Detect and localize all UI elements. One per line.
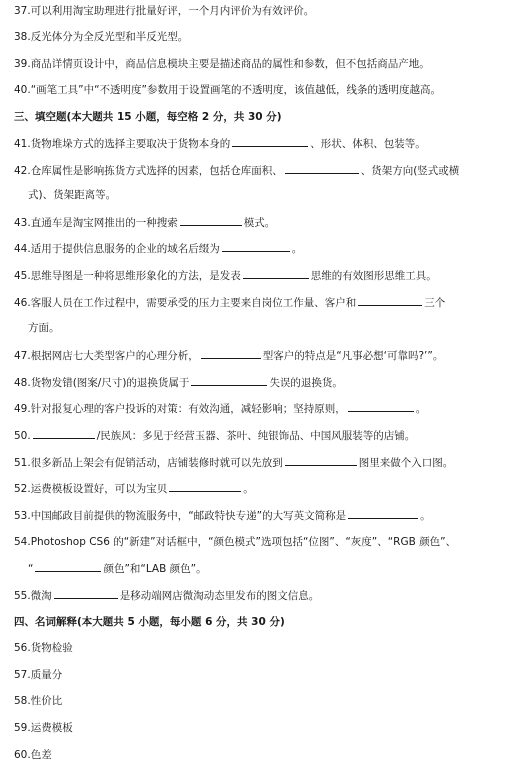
question-53 (14, 508, 510, 523)
answer-blank (222, 241, 290, 252)
question-42 (14, 163, 510, 178)
section-fill-in-heading: 三、填空题(本大题共 15 小题，每空格 2 分，共 30 分) (14, 111, 282, 123)
answer-blank (169, 481, 241, 492)
answer-blank (35, 561, 101, 572)
question-47 (14, 348, 510, 363)
question-44-text: 44.适用于提供信息服务的企业的域名后缀为 (14, 243, 220, 255)
question-41-text-end: 、形状、体积、包装等。 (310, 138, 426, 150)
answer-blank (33, 428, 95, 439)
question-48-text: 48.货物发错(图案/尺寸)的退换货属于 (14, 377, 190, 389)
question-57: 57.质量分 (14, 669, 63, 681)
question-49-text-end: 。 (415, 403, 427, 415)
question-49 (14, 401, 510, 416)
question-44 (14, 241, 510, 256)
question-51-text: 51.很多新品上架会有促销活动，店铺装修时就可以先放到 (14, 457, 283, 469)
question-50-text: 50. (14, 430, 31, 442)
question-56: 56.货物检验 (14, 642, 73, 654)
question-41-text: 41.货物堆垛方式的选择主要取决于货物本身的 (14, 138, 231, 150)
question-42-text: 42.仓库属性是影响拣货方式选择的因素，包括仓库面积、 (14, 165, 283, 177)
answer-blank (348, 508, 418, 519)
question-46-text-end: 三个 (424, 297, 446, 309)
question-52 (14, 481, 510, 496)
answer-blank (54, 588, 118, 599)
answer-blank (201, 348, 261, 359)
answer-blank (348, 401, 414, 412)
answer-blank (232, 136, 308, 147)
question-37: 37.可以利用淘宝助理进行批量好评，一个月内评价为有效评价。 (14, 5, 315, 17)
question-58: 58.性价比 (14, 695, 63, 707)
question-59: 59.运费模板 (14, 722, 73, 734)
answer-blank (358, 295, 422, 306)
question-47-text-end: 型客户的特点是“凡事必想‘可靠吗?’”。 (262, 350, 444, 362)
question-50-text-end: /民族风：多见于经营玉器、茶叶、纯银饰品、中国风服装等的店铺。 (96, 430, 416, 442)
question-43-text-end: 模式。 (243, 217, 276, 229)
question-48-text-end: 失误的退换货。 (269, 377, 343, 389)
question-46-continued: 方面。 (28, 322, 60, 334)
question-42-continued: 式)、货架距离等。 (28, 189, 117, 201)
question-45-text-end: 思维的有效图形思维工具。 (310, 270, 437, 282)
question-47-text: 47.根据网店七大类型客户的心理分析， (14, 350, 199, 362)
question-54: 54.Photoshop CS6 的“新建”对话框中，“颜色模式”选项包括“位图”、“灰度”、“RGB 颜色”、 (14, 536, 457, 548)
question-44-text-end: 。 (291, 243, 303, 255)
question-49-text: 49.针对报复心理的客户投诉的对策：有效沟通，减轻影响；坚持原则， (14, 403, 346, 415)
question-60: 60.色差 (14, 749, 52, 761)
question-55-text: 55.微淘 (14, 590, 52, 602)
answer-blank (285, 455, 357, 466)
question-42-text-end: 、货架方向(竖式或横 (360, 165, 460, 177)
question-43-text: 43.直通车是淘宝网推出的一种搜索 (14, 217, 178, 229)
question-40: 40.“画笔工具”中“不透明度”参数用于设置画笔的不透明度，该值越低，线条的透明度越高。 (14, 84, 441, 96)
question-46 (14, 295, 510, 310)
question-45 (14, 268, 510, 283)
answer-blank (191, 375, 267, 386)
question-45-text: 45.思维导图是一种将思维形象化的方法，是发表 (14, 270, 241, 282)
answer-blank (180, 215, 242, 226)
question-52-text-end: 。 (243, 483, 254, 495)
question-39: 39.商品详情页设计中，商品信息模块主要是描述商品的属性和参数，但不包括商品产地。 (14, 58, 430, 70)
question-55 (14, 588, 510, 603)
question-48 (14, 375, 510, 390)
question-46-text: 46.客服人员在工作过程中，需要承受的压力主要来自岗位工作量、客户和 (14, 297, 357, 309)
question-54-text-end: 颜色”和“LAB 颜色”。 (103, 563, 207, 575)
question-53-text-end: 。 (420, 510, 431, 522)
question-51-text-end: 图里来做个入口图。 (358, 457, 454, 469)
question-55-text-end: 是移动端网店微淘动态里发布的图文信息。 (119, 590, 320, 602)
answer-blank (243, 268, 309, 279)
question-54-continued (28, 561, 510, 576)
question-43 (14, 215, 510, 230)
question-52-text: 52.运费模板设置好，可以为宝贝 (14, 483, 168, 495)
question-54-open-quote: “ (28, 563, 34, 575)
question-50 (14, 428, 510, 443)
section-term-heading: 四、名词解释(本大题共 5 小题，每小题 6 分，共 30 分) (14, 616, 285, 628)
question-53-text: 53.中国邮政目前提供的物流服务中，“邮政特快专递”的大写英文简称是 (14, 510, 347, 522)
question-38: 38.反光体分为全反光型和半反光型。 (14, 31, 189, 43)
question-41 (14, 136, 510, 151)
question-51 (14, 455, 510, 470)
answer-blank (285, 163, 359, 174)
